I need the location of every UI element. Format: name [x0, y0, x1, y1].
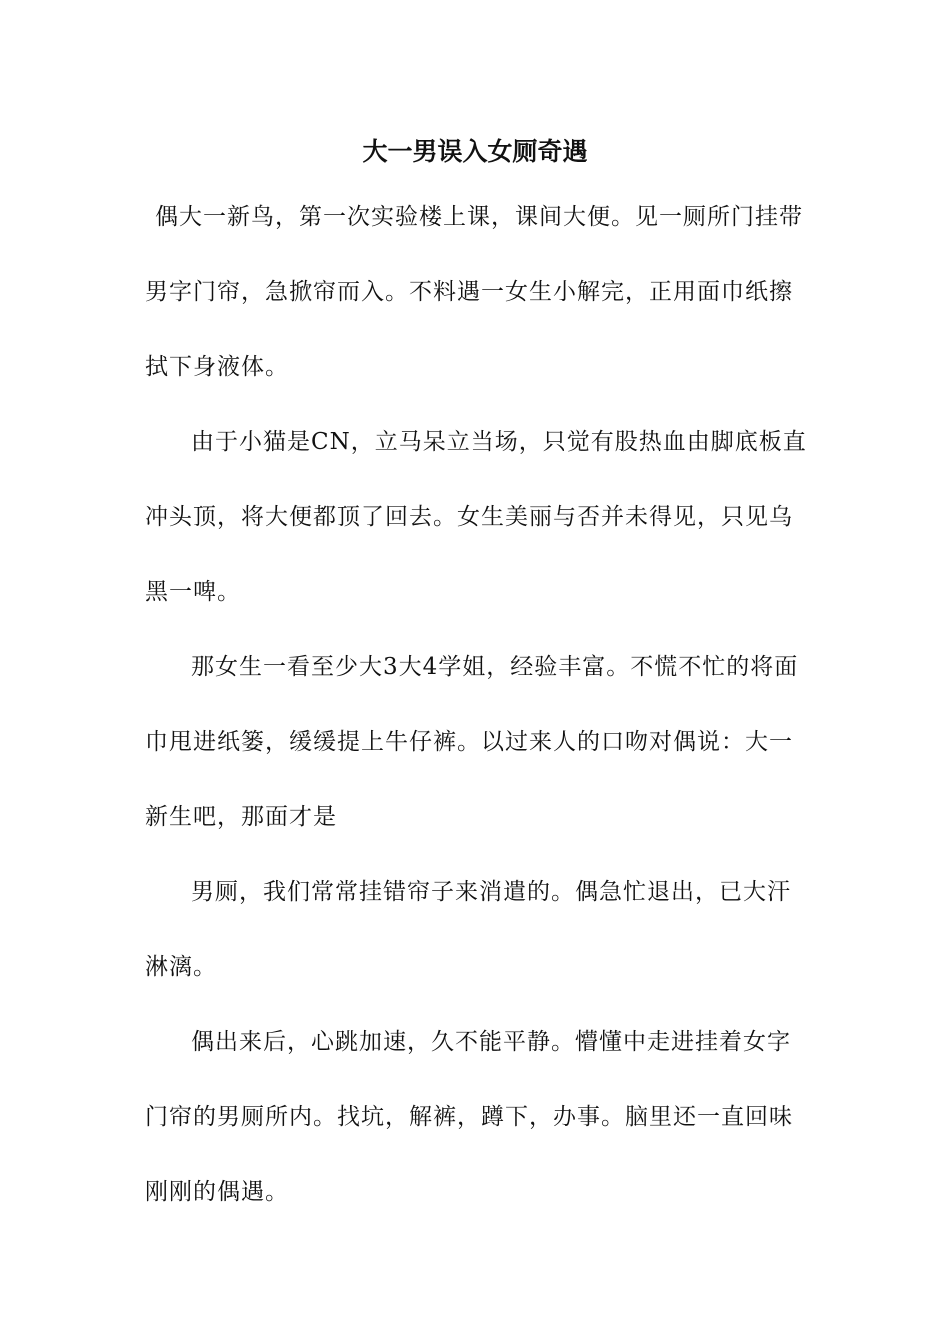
- paragraph-4: 男厕，我们常常挂错帘子来消遣的。偶急忙退出，已大汗淋漓。: [145, 879, 791, 980]
- paragraph-3: 那女生一看至少大3大4学姐，经验丰富。不慌不忙的将面巾甩进纸篓，缓缓提上牛仔裤。以过来人的口吻对偶说：大一新生吧，那面才是: [145, 654, 799, 830]
- paragraph-2: 由于小猫是CN，立马呆立当场，只觉有股热血由脚底板直冲头顶，将大便都顶了回去。女生美丽与否并未得见，只见乌黑一啤。: [145, 429, 807, 605]
- document-title: 大一男误入女厕奇遇: [362, 137, 588, 166]
- paragraph-1: 偶大一新鸟，第一次实验楼上课，课间大便。见一厕所门挂带男字门帘，急掀帘而入。不料遇一女生小解完，正用面巾纸擦拭下身液体。: [145, 204, 803, 380]
- paragraph-5: 偶出来后，心跳加速，久不能平静。懵懂中走进挂着女字门帘的男厕所内。找坑，解裤，蹲下，办事。脑里还一直回味刚刚的偶遇。: [145, 1029, 793, 1205]
- document-body: [145, 180, 807, 1230]
